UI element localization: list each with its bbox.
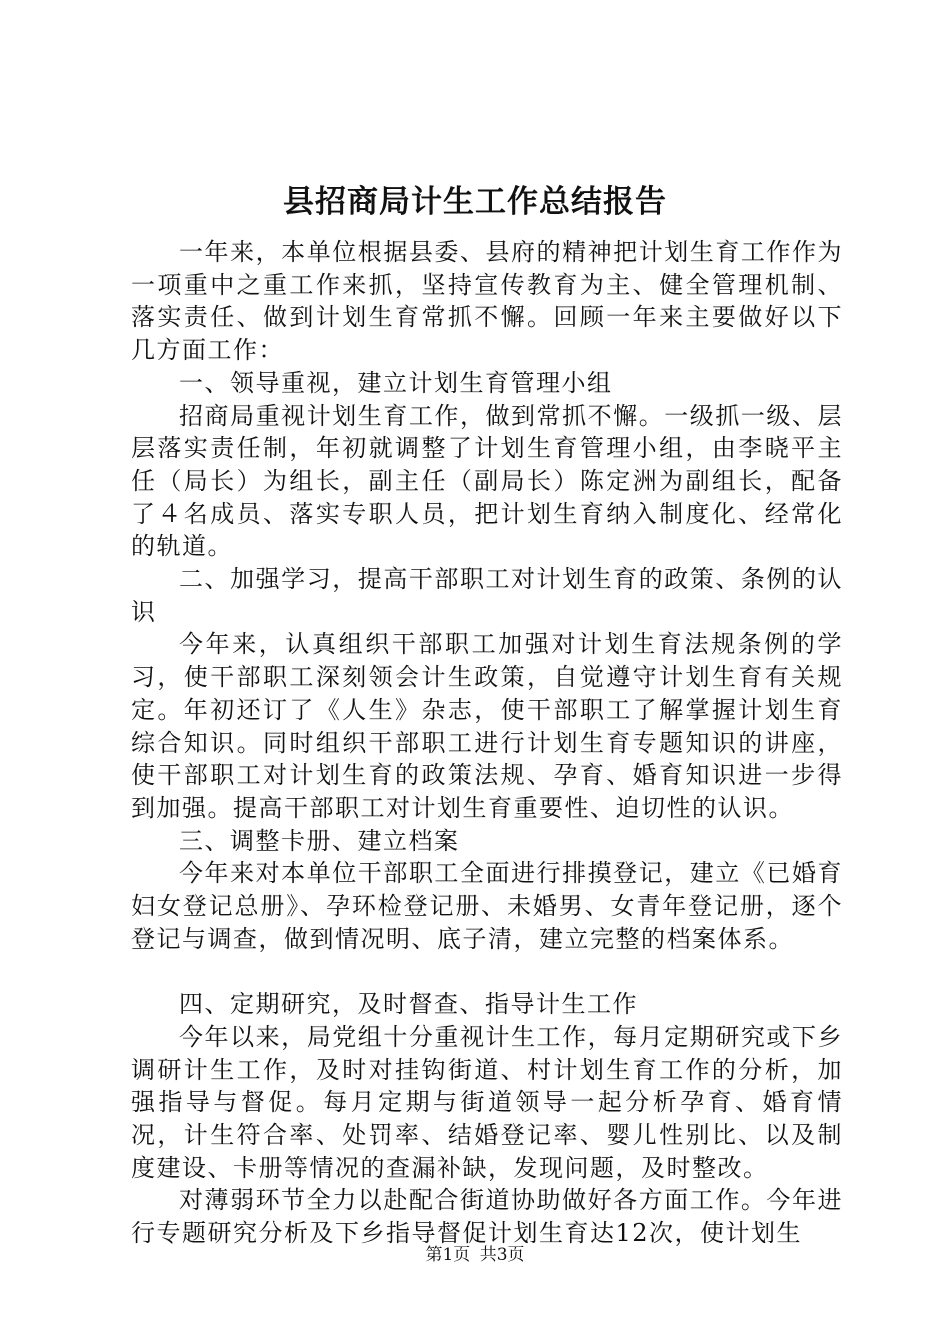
paragraph-section-4: 今年以来，局党组十分重视计生工作，每月定期研究或下乡调研计生工作，及时对挂钩街道、村计划生育工作的分析，加强指导与督促。每月定期与街道领导一起分析孕育、婚育情况，计生符合率、处罚率、结婚登记率、婴儿性别比、以及制度建设、卡册等情况的查漏补缺，发现问题，及时整改。 [131,1022,843,1182]
page-number: 第1页 [425,1245,471,1265]
paragraph-section-2: 今年来，认真组织干部职工加强对计划生育法规条例的学习，使干部职工深刻领会计生政策，自觉遵守计划生育有关规定。年初还订了《人生》杂志，使干部职工了解掌握计划生育综合知识。同时组织干部职工进行计划生育专题知识的讲座，使干部职工对计划生育的政策法规、孕育、婚育知识进一步得到加强。提高干部职工对计划生育重要性、迫切性的认识。 [131,630,843,822]
page-total: 共3页 [479,1245,525,1265]
document-body [131,236,843,1250]
paragraph-intro: 一年来，本单位根据县委、县府的精神把计划生育工作作为一项重中之重工作来抓，坚持宣传教育为主、健全管理机制、落实责任、做到计划生育常抓不懈。回顾一年来主要做好以下几方面工作： [131,238,843,365]
section-heading-2: 二、加强学习，提高干部职工对计划生育的政策、条例的认识 [131,565,843,626]
section-heading-4: 四、定期研究，及时督查、指导计生工作 [179,990,638,1019]
paragraph-section-3: 今年来对本单位干部职工全面进行排摸登记，建立《已婚育妇女登记总册》、孕环检登记册、未婚男、女青年登记册，逐个登记与调查，做到情况明、底子清，建立完整的档案体系。 [131,859,843,953]
paragraph-section-4-continued: 对薄弱环节全力以赴配合街道协助做好各方面工作。今年进行专题研究分析及下乡指导督促计划生育达12次，使计划生 [131,1186,843,1248]
section-heading-1: 一、领导重视，建立计划生育管理小组 [179,368,613,397]
page-footer [0,1244,950,1266]
paragraph-spacer [131,955,843,988]
document-title: 县招商局计生工作总结报告 [283,184,667,220]
paragraph-section-1: 招商局重视计划生育工作，做到常抓不懈。一级抓一级、层层落实责任制，年初就调整了计划生育管理小组，由李晓平主任（局长）为组长，副主任（副局长）陈定洲为副组长，配备了４名成员、落实专职人员，把计划生育纳入制度化、经常化的轨道。 [131,401,843,561]
section-heading-3: 三、调整卡册、建立档案 [179,826,460,855]
